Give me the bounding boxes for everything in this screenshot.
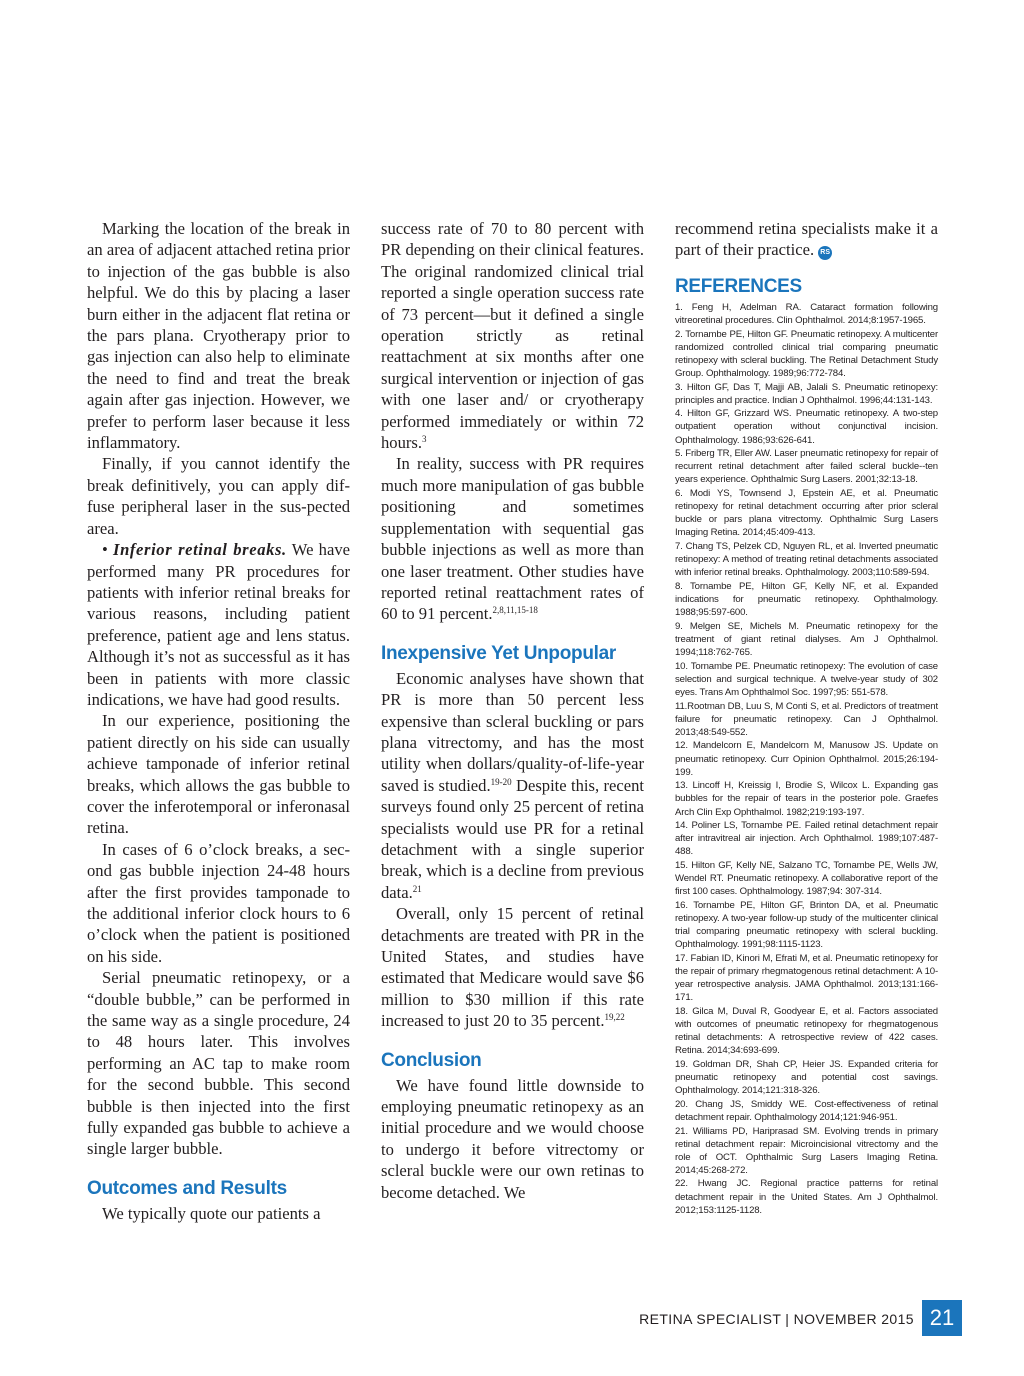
body-paragraph: Marking the location of the break in an area of adjacent attached retina prior to injection of the gas bubble is also helpful. We do this by placing a laser burn either in the adjacent flat retina or the pars plana. Cryotherapy prior to gas injection can also help to eliminate the need to find and treat the break again after gas injection. However, we prefer to perform laser because it less inflammatory.	[87, 219, 350, 453]
body-paragraph: In our experience, positioning the patient directly on his side can usually achieve tamponade of inferior retinal breaks, which allows the gas bubble to cover the inferotemporal or inferonasal retina.	[87, 711, 350, 838]
citation: 2,8,11,15-18	[492, 605, 538, 616]
body-text: Despite this, recent surveys found only 25 percent of retina specialists would use PR for a retinal detachment with a single superior break, which is a decline from previous data.	[381, 775, 644, 902]
body-text: success rate of 70 to 80 percent with PR depending on their clinical features. The original randomized clinical trial reported a single operation success rate of 73 percent—but it defined a single operation strictly as retinal reattachment at six months after one surgical intervention or injection of gas with one laser and/ or cryotherapy performed immediately or within 72 hours.	[381, 219, 644, 453]
section-heading: Outcomes and Results	[87, 1177, 287, 1199]
reference-item: 5. Friberg TR, Eller AW. Laser pneumatic retinopexy for repair of recurrent retinal detachment after failed scleral buckle--ten years experience. Ophthalmic Surg Lasers. 2001;32:13-18.	[675, 448, 938, 486]
body-paragraph: We have found little downside to employing pneumatic retinopexy as an initial procedure and we would choose to undergo it before vitrectomy or scleral buckle were our own retinas to become detached. We	[381, 1075, 644, 1202]
reference-item: 14. Poliner LS, Tornambe PE. Failed retinal detachment repair after intravitreal air injection. Arch Ophthalmol. 1989;107:487-488.	[675, 820, 938, 858]
reference-item: 13. Lincoff H, Kreissig I, Brodie S, Wilcox L. Expanding gas bubbles for the repair of tears in the posterior pole. Graefes Arch Clin Exp Ophthalmol. 1982;219:193-197.	[675, 780, 938, 818]
reference-item: 18. Gilca M, Duval R, Goodyear E, et al. Factors associated with outcomes of pneumatic retinopexy for rhegmatogenous retinal detachments: A retrospective review of 422 cases. Retina. 2014;34:693-699.	[675, 1005, 938, 1057]
body-paragraph: In cases of 6 o’clock breaks, a second gas bubble injection 24-48 hours after the first provides tamponade to the additional inferior clock hours to 6 o’clock when the patient is positioned on his side.	[87, 839, 350, 966]
body-paragraph: We typically quote our patients a	[102, 1203, 321, 1223]
reference-item: 11.Rootman DB, Luu S, M Conti S, et al. Predictors of treatment failure for pneumatic retinopexy. Can J Ophthalmol. 2013;48:549-552.	[675, 700, 938, 738]
run-in-heading: Inferior retinal breaks.	[113, 540, 287, 560]
citation: 3	[422, 434, 427, 445]
body-text: recommend retina specialists make it a part of their practice.	[675, 219, 938, 260]
reference-item: 21. Williams PD, Hariprasad SM. Evolving trends in primary retinal detachment repair: Microincisional vitrectomy and the role of OCT. Ophthalmic Surg Lasers Imaging Retina. 2014;45:268-272.	[675, 1125, 938, 1176]
reference-item: 20. Chang JS, Smiddy WE. Cost-effectiveness of retinal detachment repair. Ophthalmology 2014;121:946-951.	[675, 1098, 938, 1123]
citation: 21	[412, 883, 422, 894]
section-heading: Conclusion	[381, 1049, 482, 1071]
references-heading: REFERENCES	[675, 275, 802, 297]
page-footer	[640, 1300, 962, 1336]
references-list	[675, 301, 938, 1217]
article-column-2	[381, 218, 644, 1203]
body-text: Economic analyses have shown that PR is more than 50 percent less expensive than scleral buckling or pars plana vitrectomy, and has the most utility when dollars/quality-of-life-year saved is studied.	[381, 668, 644, 795]
article-column-3	[675, 218, 938, 1217]
body-paragraph	[87, 539, 350, 710]
reference-item: 2. Tornambe PE, Hilton GF. Pneumatic retinopexy. A multicenter randomized controlled clinical trial comparing pneumatic retinopexy with scleral buckling. The Retinal Detachment Study Group. Ophthalmology. 1989;96:772-784.	[675, 328, 938, 379]
body-paragraph	[675, 218, 938, 261]
reference-item: 15. Hilton GF, Kelly NE, Salzano TC, Tornambe PE, Wells JW, Wendel RT. Pneumatic retinopexy. A collaborative report of the first 100 cases. Ophthalmology. 1987;94: 307-314.	[675, 860, 938, 898]
reference-item: 4. Hilton GF, Grizzard WS. Pneumatic retinopexy. A two-step outpatient operation without conjunctival incision. Ophthalmology. 1986;93:626-641.	[675, 408, 938, 446]
page-number: 21	[922, 1300, 962, 1336]
citation: 19-20	[490, 776, 512, 787]
body-paragraph	[381, 453, 644, 624]
body-paragraph: Finally, if you cannot identify the break definitively, you can apply diffuse peripheral laser in the sus-pected area.	[87, 454, 350, 538]
reference-item: 12. Mandelcorn E, Mandelcorn M, Manusow JS. Update on pneumatic retinopexy. Curr Opinion Ophthalmol. 2015;26:194-199.	[675, 740, 938, 778]
body-text: In reality, success with PR requires much more manipulation of gas bubble positioning and sometimes supplementation with sequential gas bubble injections as well as more than one laser treatment. Other studies have reported retinal reattachment rates of 60 to 91 percent.	[381, 454, 644, 624]
body-text: Overall, only 15 percent of retinal detachments are treated with PR in the United States, and studies have estimated that Medicare would save $6 million to $30 million if this rate increased to just 20 to 35 percent.	[381, 904, 644, 1031]
bullet: •	[102, 540, 114, 560]
body-paragraph	[381, 903, 644, 1031]
reference-item: 17. Fabian ID, Kinori M, Efrati M, et al. Pneumatic retinopexy for the repair of primary rhegmatogenous retinal detachment: A 10-year retrospective analysis. JAMA Ophthalmol. 2013;131:166-171.	[675, 952, 938, 1004]
end-mark-icon: RS	[818, 246, 832, 260]
section-heading: Inexpensive Yet Unpopular	[381, 642, 617, 664]
article-column-1	[87, 218, 350, 1224]
body-paragraph	[381, 218, 644, 453]
citation: 19,22	[604, 1012, 625, 1023]
footer-publication: RETINA SPECIALIST | NOVEMBER 2015	[639, 1311, 914, 1327]
reference-item: 8. Tornambe PE, Hilton GF, Kelly NF, et al. Expanded indications for pneumatic retinopexy. Ophthalmology. 1988;95:597-600.	[675, 580, 938, 619]
body-paragraph: Serial pneumatic retinopexy, or a “double bubble,” can be performed in the same way as a single procedure, 24 to 48 hours later. This involves performing an AC tap to make room for the second bubble. This second bubble is then injected into the first fully expanded gas bubble to achieve a single larger bubble.	[87, 968, 350, 1159]
reference-item: 3. Hilton GF, Das T, Majji AB, Jalali S. Pneumatic retinopexy: principles and practice. Indian J Ophthalmol. 1996;44:131-143.	[675, 381, 938, 406]
reference-item: 16. Tornambe PE, Hilton GF, Brinton DA, et al. Pneumatic retinopexy. A two-year follow-up study of the multicenter clinical trial comparing pneumatic retinopexy with scleral buckling. Ophthalmology. 1991;98:1115-1123.	[675, 899, 938, 951]
reference-item: 6. Modi YS, Townsend J, Epstein AE, et al. Pneumatic retinopexy for retinal detachment occurring after prior scleral buckle or pars plana vitrectomy. Ophthalmic Surg Lasers Imaging Retina. 2014;45:409-413.	[675, 488, 938, 539]
reference-item: 7. Chang TS, Pelzek CD, Nguyen RL, et al. Inverted pneumatic retinopexy: A method of treating retinal detachments associated with inferior retinal breaks. Ophthalmology. 2003;110:589-594.	[675, 541, 938, 579]
reference-item: 22. Hwang JC. Regional practice patterns for retinal detachment repair in the United States. Am J Ophthalmol. 2012;153:1125-1128.	[675, 1178, 938, 1216]
reference-item: 9. Melgen SE, Michels M. Pneumatic retinopexy for the treatment of giant retinal dialyses. Am J Ophthalmol. 1994;118:762-765.	[675, 620, 938, 658]
body-text: We have performed many PR procedures for patients with inferior retinal breaks for various reasons, including patient preference, patient age and lens status. Although it’s not as successful as it has been in patients with more classic indications, we have had good results.	[87, 540, 350, 709]
reference-item: 1. Feng H, Adelman RA. Cataract formation following vitreoretinal procedures. Clin Ophthalmol. 2014;8:1957-1965.	[675, 301, 938, 326]
body-paragraph	[381, 668, 644, 903]
reference-item: 10. Tornambe PE. Pneumatic retinopexy: The evolution of case selection and surgical technique. A twelve-year study of 302 eyes. Trans Am Ophthalmol Soc. 1997;95: 551-578.	[675, 660, 938, 698]
reference-item: 19. Goldman DR, Shah CP, Heier JS. Expanded criteria for pneumatic retinopexy and potential cost savings. Ophthalmology. 2014;121:318-326.	[675, 1058, 938, 1097]
